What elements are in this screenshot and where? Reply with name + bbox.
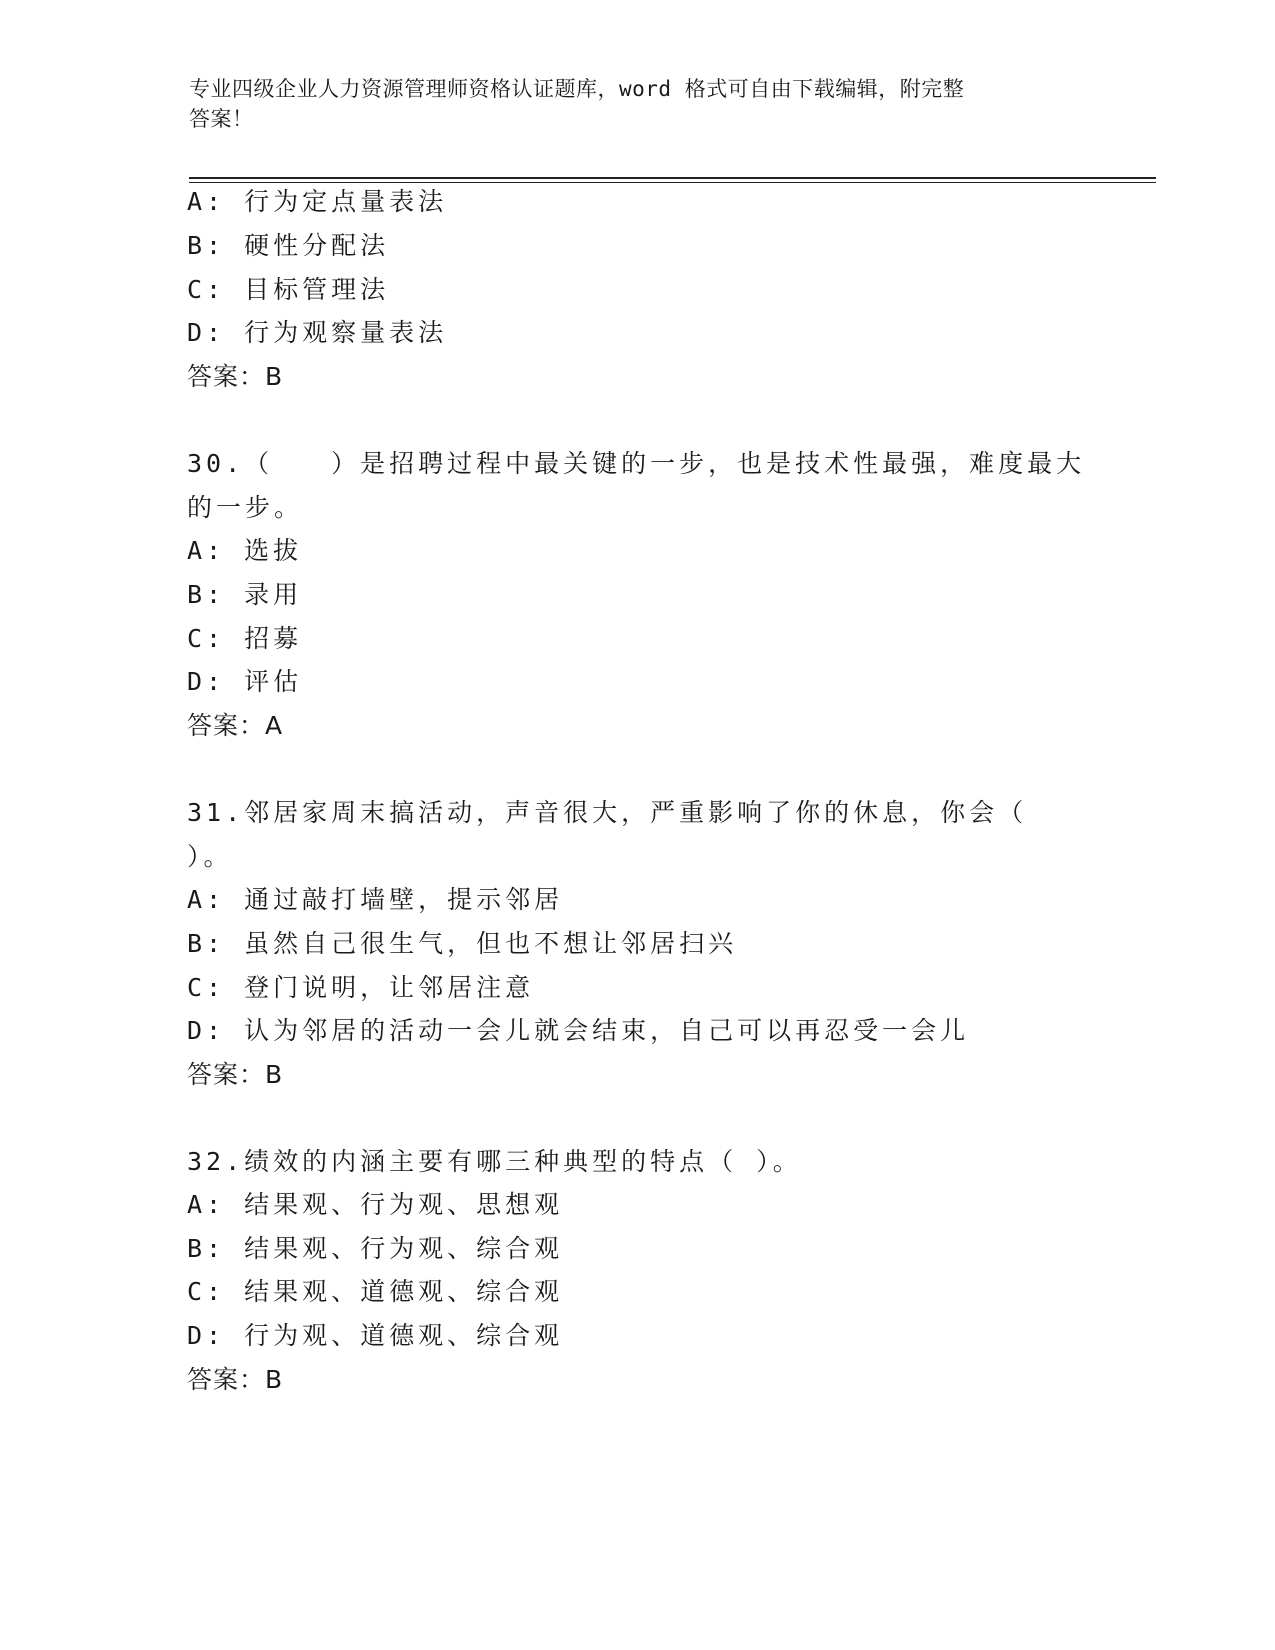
q31-answer: 答案：B xyxy=(187,1060,284,1089)
q32-option-b: B: 结果观、行为观、综合观 xyxy=(187,1234,564,1263)
q32-option-a: A: 结果观、行为观、思想观 xyxy=(187,1190,564,1219)
q29-option-a: A: 行为定点量表法 xyxy=(187,187,448,216)
q32-answer: 答案：B xyxy=(187,1365,284,1394)
q31-stem-line-1: 31.邻居家周末搞活动，声音很大，严重影响了你的休息，你会（ xyxy=(187,798,1028,827)
q29-option-c: C: 目标管理法 xyxy=(187,275,390,304)
q31-option-a: A: 通过敲打墙壁，提示邻居 xyxy=(187,885,564,914)
document-header xyxy=(189,74,1089,134)
q32-option-c: C: 结果观、道德观、综合观 xyxy=(187,1277,564,1306)
q31-stem-line-2: ）。 xyxy=(187,842,233,871)
header-divider-thick xyxy=(189,177,1156,179)
header-divider-thin xyxy=(189,182,1156,183)
header-line-1: 专业四级企业人力资源管理师资格认证题库，word 格式可自由下载编辑，附完整 xyxy=(189,77,965,101)
q30-option-a: A: 选拔 xyxy=(187,536,303,565)
q30-option-b: B: 录用 xyxy=(187,580,303,609)
q29-answer: 答案：B xyxy=(187,362,284,391)
q31-option-c: C: 登门说明，让邻居注意 xyxy=(187,973,535,1002)
q29-option-b: B: 硬性分配法 xyxy=(187,231,390,260)
q29-option-d: D: 行为观察量表法 xyxy=(187,318,448,347)
q30-stem-line-2: 的一步。 xyxy=(187,493,304,522)
q31-option-b: B: 虽然自己很生气，但也不想让邻居扫兴 xyxy=(187,929,738,958)
q30-stem-line-1: 30.（ ）是招聘过程中最关键的一步，也是技术性最强，难度最大 xyxy=(187,449,1086,478)
q31-option-d: D: 认为邻居的活动一会儿就会结束，自己可以再忍受一会儿 xyxy=(187,1016,970,1045)
q30-option-c: C: 招募 xyxy=(187,624,303,653)
q32-option-d: D: 行为观、道德观、综合观 xyxy=(187,1321,564,1350)
header-line-2: 答案！ xyxy=(189,107,254,131)
q32-stem-line-1: 32.绩效的内涵主要有哪三种典型的特点（ ）。 xyxy=(187,1147,802,1176)
q30-option-d: D: 评估 xyxy=(187,667,303,696)
q30-answer: 答案：A xyxy=(187,711,284,740)
